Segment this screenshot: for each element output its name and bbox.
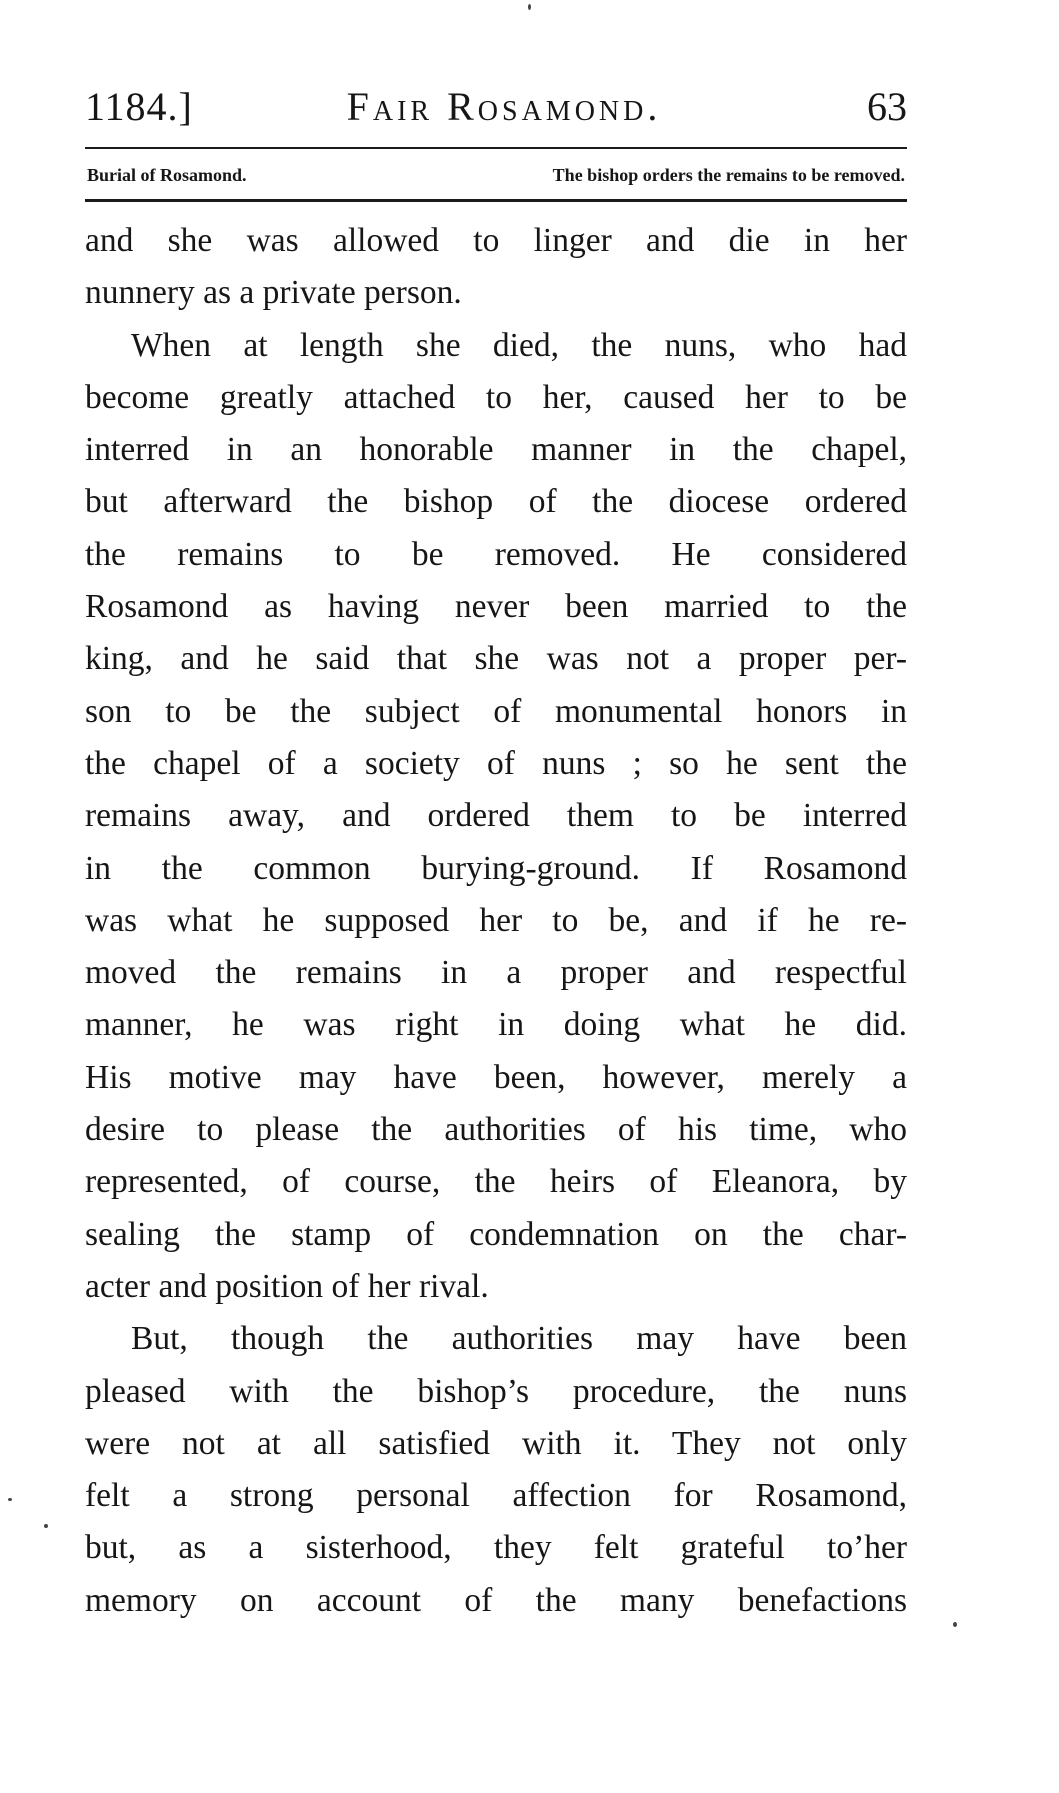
text-line: When at length she died, the nuns, who had	[131, 326, 907, 364]
text-line: the remains to be removed. He considered	[85, 535, 907, 573]
text-line: But, though the authorities may have been	[131, 1320, 907, 1358]
text-line: remains away, and ordered them to be interred	[85, 797, 907, 835]
text-line: manner, he was right in doing what he did.	[85, 1006, 907, 1044]
print-speck	[44, 1524, 48, 1528]
text-line: His motive may have been, however, merely a	[85, 1058, 907, 1096]
subheader	[85, 158, 907, 192]
text-line: Rosamond as having never been married to the	[85, 588, 907, 626]
running-header	[85, 82, 907, 132]
text-line: nunnery as a private person.	[85, 274, 462, 312]
print-speck	[953, 1622, 957, 1627]
header-year: 1184.]	[85, 84, 193, 129]
text-line: and she was allowed to linger and die in her	[85, 222, 907, 259]
text-line: was what he supposed her to be, and if he re-	[85, 901, 907, 939]
header-title: Fair Rosamond.	[346, 84, 662, 129]
text-line: acter and position of her rival.	[85, 1267, 489, 1305]
page-number: 63	[867, 84, 907, 129]
text-line: but afterward the bishop of the diocese ordered	[85, 483, 907, 521]
text-line: sealing the stamp of condemnation on the char-	[85, 1215, 907, 1253]
text-line: son to be the subject of monumental honors in	[85, 692, 907, 730]
text-line: were not at all satisfied with it. They not only	[85, 1424, 907, 1462]
text-line: memory on account of the many benefactions	[85, 1581, 907, 1619]
print-speck	[8, 1498, 12, 1501]
header-rule-bottom	[85, 199, 907, 202]
text-line: moved the remains in a proper and respectful	[85, 954, 907, 992]
header-rule-top	[85, 147, 907, 149]
text-line: represented, of course, the heirs of Eleanora, by	[85, 1163, 907, 1201]
text-line: become greatly attached to her, caused her to be	[85, 378, 907, 416]
text-line: king, and he said that she was not a proper per-	[85, 640, 907, 678]
text-line: pleased with the bishop’s procedure, the nuns	[85, 1372, 907, 1410]
subheader-left: Burial of Rosamond.	[87, 165, 247, 185]
text-line: the chapel of a society of nuns ; so he sent the	[85, 744, 907, 782]
text-line: in the common burying-ground. If Rosamond	[85, 849, 907, 887]
subheader-right: The bishop orders the remains to be removed.	[552, 165, 905, 185]
text-line: but, as a sisterhood, they felt grateful to’her	[85, 1529, 907, 1567]
text-line: felt a strong personal affection for Rosamond,	[85, 1477, 907, 1515]
body-text	[85, 215, 907, 1627]
print-speck	[528, 4, 531, 10]
text-line: desire to please the authorities of his time, who	[85, 1111, 907, 1149]
text-line: interred in an honorable manner in the chapel,	[85, 431, 907, 469]
